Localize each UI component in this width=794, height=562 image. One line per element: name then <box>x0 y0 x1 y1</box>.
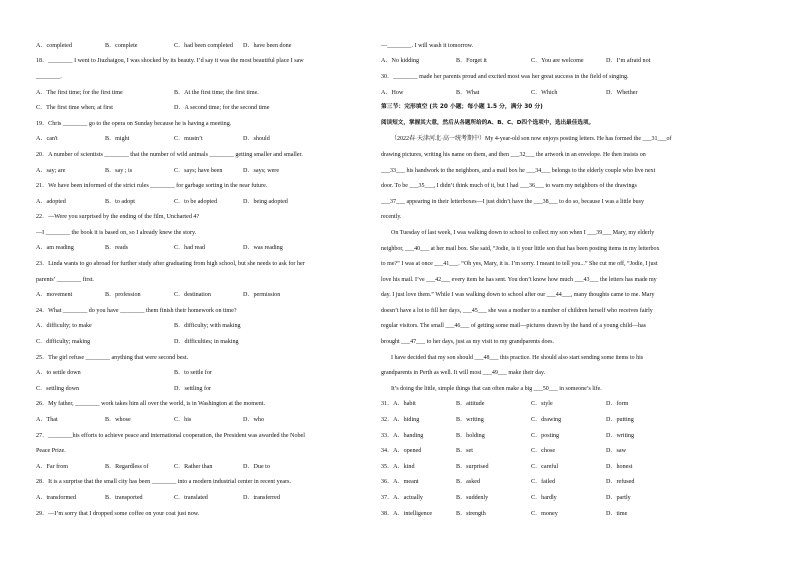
text: neighbor, ___40___ at her mail box. She said, “Jodie, is it your little son that has been posting items in my letterbox <box>381 245 660 252</box>
text: 21．We have been informed of the strict rules ________ for garbage sorting in the near future. <box>36 183 268 190</box>
answer-option: B．profession <box>105 292 141 299</box>
answer-option: A．can't <box>36 136 58 143</box>
options <box>381 511 681 517</box>
text: —________. I will wash it tomorrow. <box>381 42 474 49</box>
answer-option: D．transferred <box>243 494 280 501</box>
answer-option: B．attitude <box>456 401 485 408</box>
option-row <box>381 506 761 522</box>
answer-option: D．Whether <box>606 89 638 96</box>
option-row <box>36 288 381 304</box>
answer-option: C．hardly <box>531 494 557 501</box>
answer-option: B．transported <box>105 494 143 501</box>
text: parents’ ________ first. <box>36 276 94 283</box>
question-stem <box>36 303 381 319</box>
answer-option: D．difficulties; in making <box>174 339 239 346</box>
options <box>36 105 312 111</box>
question-stem <box>36 147 381 163</box>
answer-option: 33．A．handing <box>381 432 424 439</box>
text: ___33___ his handwork to the neighbors, and a mail box he ___34___ belongs to the elderly couple who live next <box>381 167 656 174</box>
answer-option: A．transformed <box>36 494 76 501</box>
passage-line <box>381 132 761 148</box>
passage-line <box>381 303 761 319</box>
text: It’s doing the little, simple things that can often make a big ___50___ in someone’s life. <box>391 385 602 392</box>
question-stem <box>381 38 761 54</box>
answer-option: B．strength <box>456 510 486 517</box>
option-row <box>36 334 381 350</box>
text: 29．—I’m sorry that I dropped some coffee on your coat just now. <box>36 510 200 517</box>
text: 26．My father, ________ work takes him all over the world, is in Washington at the moment. <box>36 401 265 408</box>
answer-option: C．careful <box>531 463 559 470</box>
option-row <box>381 85 761 101</box>
answer-option: D．honest <box>606 463 633 470</box>
answer-option: B．to adopt <box>105 198 135 205</box>
text: 阅读短文，掌握其大意，然后从各题所给的A、B、C、D四个选项中，选出最佳选项。 <box>381 119 595 126</box>
options <box>381 90 681 96</box>
answer-option: 35．A．kind <box>381 463 415 470</box>
answer-option: B．reads <box>105 245 129 252</box>
option-row <box>36 459 381 475</box>
text: 27．________his efforts to achieve peace and international cooperation, the President was awarded the Nobel <box>36 432 305 439</box>
answer-option: D．partly <box>606 494 631 501</box>
answer-option: C．settling down <box>36 385 80 392</box>
text: 22．—Were you surprised by the ending of the film, Uncharted 4? <box>36 214 200 221</box>
text: 24．What ________ do you have ________ them finish their homework on time? <box>36 307 237 314</box>
passage-line <box>381 256 761 272</box>
answer-option: B．set <box>456 448 473 455</box>
answer-option: D．I’m afraid not <box>606 58 651 65</box>
answer-option: C．The first time when; at first <box>36 105 114 112</box>
text: recently. <box>381 214 402 221</box>
passage-line <box>381 178 761 194</box>
answer-option: D．form <box>606 401 629 408</box>
answer-option: 38．A．intelligence <box>381 510 433 517</box>
passage-line <box>381 334 761 350</box>
options <box>381 401 681 407</box>
question-stem <box>36 397 381 413</box>
option-row <box>381 490 761 506</box>
option-row <box>381 475 761 491</box>
options <box>36 495 312 501</box>
text: brought ___47___ to her days, just as my visit to my grandparents does. <box>381 339 554 346</box>
question-stem <box>36 428 381 444</box>
question-stem <box>36 178 381 194</box>
answer-option: B．What <box>456 89 480 96</box>
answer-option: B．writing <box>456 417 484 423</box>
answer-option: D．refused <box>606 479 635 486</box>
answer-option: C．to be adopted <box>174 198 217 205</box>
options <box>36 292 312 298</box>
passage-line <box>381 194 761 210</box>
answer-option: A．The first time; for the first time <box>36 89 123 96</box>
answer-option: B．might <box>105 136 130 143</box>
question-stem <box>36 350 381 366</box>
option-row <box>381 459 761 475</box>
answer-option: B．surprised <box>456 463 489 470</box>
answer-option: D．A second time; for the second time <box>174 105 270 112</box>
answer-option: C．says; have been <box>174 167 223 174</box>
text: ___37___ appearing in their letterboxes—I just didn’t have the ___38___ to do so, because I was a little busy <box>381 198 645 205</box>
option-row <box>36 38 381 54</box>
answer-option: A．That <box>36 417 58 423</box>
answer-option: C．difficulty; making <box>36 339 91 346</box>
passage-line <box>381 241 761 257</box>
answer-option: B．holding <box>456 432 485 439</box>
question-stem <box>36 225 381 241</box>
answer-option: C．translated <box>174 494 208 501</box>
answer-option: A．completed <box>36 42 72 49</box>
option-row <box>381 54 761 70</box>
answer-option: C．had read <box>174 245 205 252</box>
text: 第三节：完形填空 (共 20 小题；每小题 1.5 分，满分 30 分) <box>381 104 543 111</box>
text: grandparents in Perth as well. It will most ___49___ make their day. <box>381 370 546 377</box>
question-stem <box>36 69 381 85</box>
answer-option: B．difficulty; with making <box>174 323 241 330</box>
option-row <box>36 381 381 397</box>
question-stem <box>36 475 381 491</box>
text: 18．________ I went to Jiuzhaigou, I was shocked by its beauty. I’d say it was the most beautiful place I saw <box>36 58 304 65</box>
text: to me?” I was at once ___41___. “Oh yes, Mary, it is. I’m sorry. I meant to tell you...” She cut me off, “Jodie, I just <box>381 261 658 268</box>
option-row <box>36 490 381 506</box>
answer-option: 31．A．habit <box>381 401 416 408</box>
answer-option: 37．A．actually <box>381 494 423 501</box>
answer-option: C．failed <box>531 479 556 486</box>
question-stem <box>36 506 381 522</box>
options <box>36 386 312 392</box>
text: 19．Chris ________ go to the opera on Sunday because he is having a meeting. <box>36 120 232 127</box>
answer-option: C．had been completed <box>174 42 233 49</box>
answer-option: C．destination <box>174 292 211 299</box>
text: 25．The girl refuse ________ anything that were second best. <box>36 354 189 361</box>
options <box>381 495 681 501</box>
answer-option: D．was reading <box>243 245 283 252</box>
answer-option: B．Regardless of <box>105 463 149 470</box>
answer-option: D．writing <box>606 432 635 439</box>
options <box>36 370 312 376</box>
options <box>36 168 312 174</box>
options <box>381 417 681 423</box>
answer-option: D．saw <box>606 448 626 455</box>
answer-option: C．his <box>174 417 192 423</box>
text: 23．Linda wants to go abroad for further study after graduating from high school, but she needs to ask for her <box>36 261 305 268</box>
option-row <box>36 241 381 257</box>
option-row <box>381 397 761 413</box>
text: love his mail. I’ve ___42___ every item he has sent. You don’t know how much ___43___ the letters has made my <box>381 276 657 283</box>
passage-line <box>381 350 761 366</box>
text: —I ________ the book it is based on, so I already knew the story. <box>36 229 197 236</box>
left-column <box>36 38 381 521</box>
answer-option: B．asked <box>456 479 481 486</box>
options <box>36 323 312 329</box>
answer-option: A．say; are <box>36 167 66 174</box>
answer-option: D．settling for <box>174 385 212 392</box>
text: On Tuesday of last week, I was walking down to school to collect my son when I ___39___ Mary, my elderly <box>391 229 655 236</box>
answer-option: D．who <box>243 417 264 423</box>
answer-option: D．permission <box>243 292 281 299</box>
option-row <box>36 194 381 210</box>
answer-option: A．How <box>381 89 404 96</box>
options <box>381 479 681 485</box>
answer-option: D．should <box>243 136 270 143</box>
text: 20．A number of scientists ________ that the number of wild animals ________ getting smaller and smaller. <box>36 151 303 158</box>
answer-option: B．suddenly <box>456 494 489 501</box>
answer-option: C．style <box>531 401 553 408</box>
answer-option: C．You are welcome <box>531 58 584 65</box>
option-row <box>36 132 381 148</box>
answer-option: D．Due to <box>243 463 270 470</box>
option-row <box>36 85 381 101</box>
question-stem <box>36 116 381 132</box>
option-row <box>381 443 761 459</box>
passage-line <box>381 381 761 397</box>
question-stem <box>36 210 381 226</box>
text: door. To be ___35___, I didn’t think much of it, but I had ___36___ to warn my neighbors of the drawings <box>381 183 637 190</box>
answer-option: A．No kidding <box>381 58 420 65</box>
answer-option: C．chose <box>531 448 556 455</box>
right-column <box>381 38 761 521</box>
answer-option: D．says; were <box>243 167 280 174</box>
text: day. I just love them.” While I was walking down to school after our ___44___, many thoughts came to me. Mary <box>381 292 655 299</box>
passage-line <box>381 272 761 288</box>
answer-option: B．At the first time; the first time. <box>174 89 259 96</box>
options <box>36 43 312 49</box>
options <box>36 464 312 470</box>
text: doesn’t have a lot to fill her days, ___45___ she was a mother to a number of children herself who receives fairly <box>381 307 653 314</box>
question-stem <box>36 272 381 288</box>
answer-option: C．Which <box>531 89 558 96</box>
options <box>36 136 312 142</box>
answer-option: 36．A．meant <box>381 479 419 486</box>
answer-option: B．complete <box>105 42 138 49</box>
section-heading <box>381 100 761 116</box>
text: （2022春·天津河北·高一统考期中）My 4-year-old son now enjoys posting letters. He has formed the ___31___of <box>391 136 672 143</box>
answer-option: C．money <box>531 510 558 517</box>
options <box>36 90 312 96</box>
passage-line <box>381 147 761 163</box>
passage-line <box>381 288 761 304</box>
answer-option: B．to settle for <box>174 370 212 377</box>
question-stem <box>36 443 381 459</box>
option-row <box>381 428 761 444</box>
answer-option: B．Forget it <box>456 58 487 65</box>
answer-option: A．am reading <box>36 245 74 252</box>
answer-option: B．say ; is <box>105 167 133 174</box>
answer-option: C．posting <box>531 432 560 439</box>
question-stem <box>381 69 761 85</box>
answer-option: C．Rather than <box>174 463 213 470</box>
passage-line <box>381 163 761 179</box>
options <box>36 245 312 251</box>
option-row <box>36 412 381 428</box>
text: ________. <box>36 73 62 80</box>
answer-option: A．to settle down <box>36 370 81 377</box>
text: regular visitors. The small ___46___ of getting some mail—pictures drawn by the hand of a young child—has <box>381 323 647 330</box>
option-row <box>36 319 381 335</box>
text: 28．It is a surprise that the small city has been ________ into a modern industrial center in recent years. <box>36 479 292 486</box>
instruction <box>381 116 761 132</box>
question-stem <box>36 256 381 272</box>
options <box>381 58 681 64</box>
text: I have decided that my son should ___48___ this practice. He should also start sending some items to his <box>391 354 644 361</box>
text: Peace Prize. <box>36 448 66 455</box>
passage-line <box>381 225 761 241</box>
option-row <box>381 412 761 428</box>
options <box>36 339 312 345</box>
options <box>381 448 681 454</box>
passage-line <box>381 365 761 381</box>
answer-option: A．adopted <box>36 198 66 205</box>
answer-option: D．putting <box>606 417 634 423</box>
option-row <box>36 163 381 179</box>
answer-option: A．Far from <box>36 463 68 470</box>
options <box>381 433 681 439</box>
option-row <box>36 100 381 116</box>
answer-option: D．being adopted <box>243 198 288 205</box>
answer-option: B．whose <box>105 417 131 423</box>
options <box>381 464 681 470</box>
passage-line <box>381 319 761 335</box>
options <box>36 417 312 423</box>
answer-option: 32．A．hiding <box>381 417 420 423</box>
answer-option: A．difficulty; to make <box>36 323 92 330</box>
answer-option: A．movement <box>36 292 73 299</box>
answer-option: C．mustn’t <box>174 136 203 143</box>
text: drawing pictures, writing his name on them, and then ___32___ the artwork in an envelope. He then insists on <box>381 151 646 158</box>
answer-option: D．have been done <box>243 42 292 49</box>
answer-option: D．time <box>606 510 628 517</box>
answer-option: 34．A．opened <box>381 448 422 455</box>
passage-line <box>381 210 761 226</box>
options <box>36 199 312 205</box>
text: 30．________ made her parents proud and excited most was her great success in the field of singing. <box>381 73 629 80</box>
option-row <box>36 365 381 381</box>
answer-option: C．drawing <box>531 417 562 423</box>
question-stem <box>36 54 381 70</box>
